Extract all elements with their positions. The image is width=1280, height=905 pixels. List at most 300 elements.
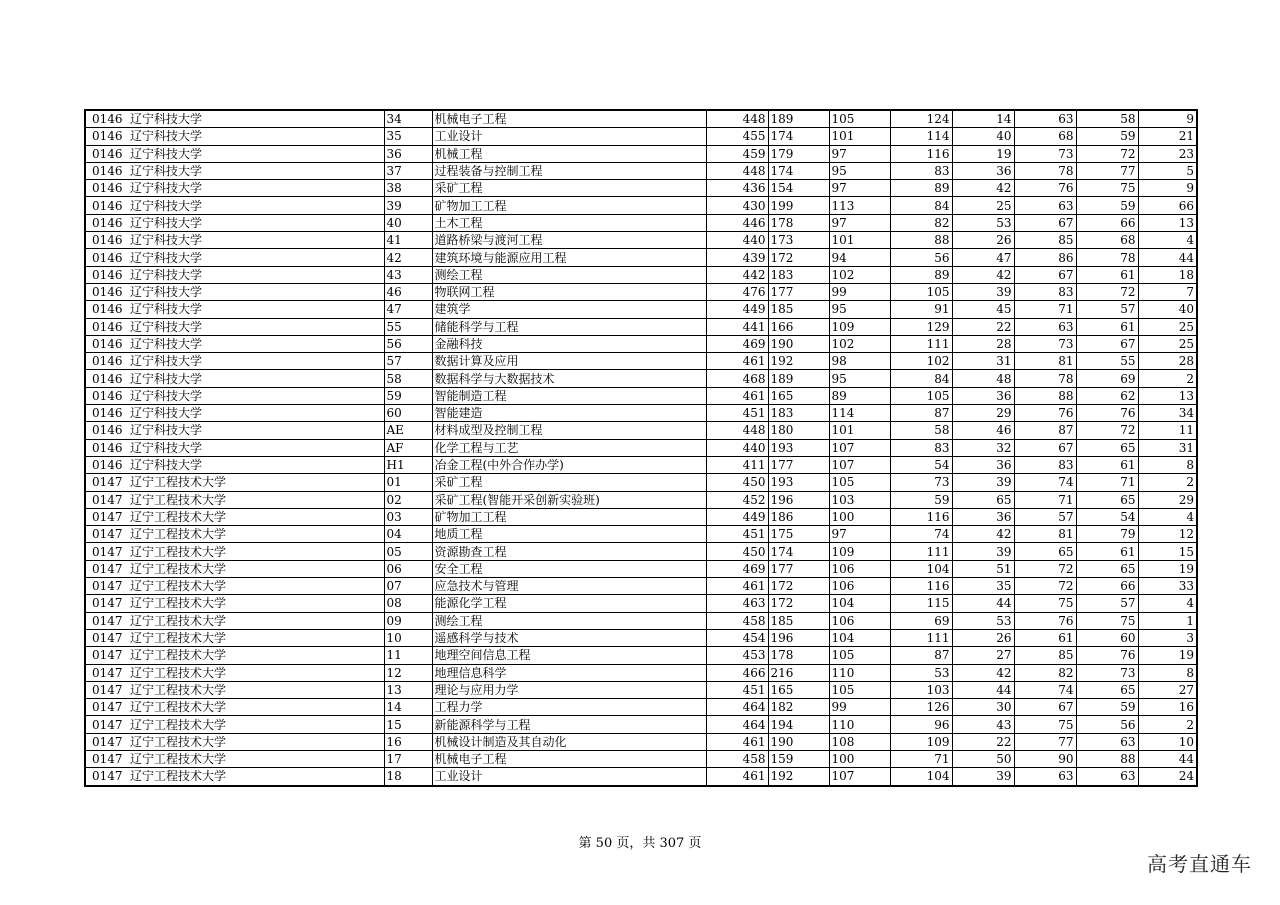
score-f-cell: 61: [1076, 456, 1138, 473]
major-name-cell: 新能源科学与工程: [432, 716, 706, 733]
score-e-cell: 90: [1014, 750, 1076, 767]
school-code-cell: 0146: [85, 456, 128, 473]
score-total-cell: 464: [706, 699, 768, 716]
score-f-cell: 73: [1076, 664, 1138, 681]
table-row: [85, 716, 1197, 733]
score-e-cell: 65: [1014, 543, 1076, 560]
score-d-cell: 39: [952, 768, 1014, 786]
school-name-cell: 辽宁工程技术大学: [128, 560, 384, 577]
score-e-cell: 86: [1014, 249, 1076, 266]
score-a-cell: 192: [768, 353, 829, 370]
school-name-cell: 辽宁工程技术大学: [128, 612, 384, 629]
table-row: [85, 578, 1197, 595]
score-d-cell: 47: [952, 249, 1014, 266]
table-row: [85, 664, 1197, 681]
score-e-cell: 76: [1014, 612, 1076, 629]
school-name-cell: 辽宁科技大学: [128, 232, 384, 249]
score-f-cell: 59: [1076, 128, 1138, 145]
major-name-cell: 应急技术与管理: [432, 578, 706, 595]
score-c-cell: 53: [890, 664, 952, 681]
score-a-cell: 190: [768, 733, 829, 750]
score-a-cell: 177: [768, 283, 829, 300]
score-b-cell: 105: [829, 474, 890, 491]
score-total-cell: 458: [706, 750, 768, 767]
table-row: [85, 266, 1197, 283]
school-name-cell: 辽宁工程技术大学: [128, 578, 384, 595]
score-d-cell: 36: [952, 162, 1014, 179]
score-b-cell: 102: [829, 335, 890, 352]
score-a-cell: 183: [768, 405, 829, 422]
count-cell: 40: [1138, 301, 1197, 318]
score-f-cell: 55: [1076, 353, 1138, 370]
score-a-cell: 186: [768, 508, 829, 525]
score-total-cell: 453: [706, 647, 768, 664]
score-c-cell: 96: [890, 716, 952, 733]
major-code-cell: AF: [384, 439, 432, 456]
score-b-cell: 106: [829, 612, 890, 629]
count-cell: 9: [1138, 180, 1197, 197]
table-row: [85, 491, 1197, 508]
score-total-cell: 452: [706, 491, 768, 508]
score-a-cell: 178: [768, 214, 829, 231]
major-code-cell: 08: [384, 595, 432, 612]
score-total-cell: 436: [706, 180, 768, 197]
score-e-cell: 61: [1014, 629, 1076, 646]
major-name-cell: 过程装备与控制工程: [432, 162, 706, 179]
major-code-cell: 39: [384, 197, 432, 214]
school-code-cell: 0147: [85, 491, 128, 508]
score-total-cell: 461: [706, 387, 768, 404]
school-code-cell: 0147: [85, 768, 128, 786]
school-name-cell: 辽宁工程技术大学: [128, 543, 384, 560]
score-f-cell: 71: [1076, 474, 1138, 491]
count-cell: 44: [1138, 249, 1197, 266]
score-d-cell: 39: [952, 283, 1014, 300]
school-name-cell: 辽宁工程技术大学: [128, 508, 384, 525]
school-name-cell: 辽宁科技大学: [128, 162, 384, 179]
school-name-cell: 辽宁科技大学: [128, 405, 384, 422]
score-d-cell: 28: [952, 335, 1014, 352]
score-total-cell: 440: [706, 232, 768, 249]
score-c-cell: 87: [890, 405, 952, 422]
score-e-cell: 74: [1014, 474, 1076, 491]
school-name-cell: 辽宁科技大学: [128, 387, 384, 404]
count-cell: 4: [1138, 508, 1197, 525]
school-name-cell: 辽宁科技大学: [128, 197, 384, 214]
school-code-cell: 0147: [85, 629, 128, 646]
score-f-cell: 75: [1076, 612, 1138, 629]
school-name-cell: 辽宁工程技术大学: [128, 699, 384, 716]
score-total-cell: 469: [706, 560, 768, 577]
score-b-cell: 107: [829, 456, 890, 473]
score-e-cell: 75: [1014, 595, 1076, 612]
score-e-cell: 63: [1014, 197, 1076, 214]
score-d-cell: 26: [952, 629, 1014, 646]
score-d-cell: 36: [952, 456, 1014, 473]
major-code-cell: 06: [384, 560, 432, 577]
major-code-cell: 40: [384, 214, 432, 231]
score-total-cell: 411: [706, 456, 768, 473]
score-d-cell: 42: [952, 180, 1014, 197]
score-e-cell: 67: [1014, 214, 1076, 231]
score-total-cell: 461: [706, 578, 768, 595]
score-d-cell: 53: [952, 612, 1014, 629]
table-row: [85, 180, 1197, 197]
major-code-cell: 60: [384, 405, 432, 422]
score-c-cell: 69: [890, 612, 952, 629]
score-total-cell: 461: [706, 733, 768, 750]
score-c-cell: 111: [890, 543, 952, 560]
score-c-cell: 82: [890, 214, 952, 231]
score-d-cell: 42: [952, 526, 1014, 543]
score-b-cell: 97: [829, 145, 890, 162]
score-b-cell: 107: [829, 768, 890, 786]
score-e-cell: 71: [1014, 301, 1076, 318]
score-b-cell: 101: [829, 128, 890, 145]
score-e-cell: 76: [1014, 180, 1076, 197]
school-name-cell: 辽宁工程技术大学: [128, 647, 384, 664]
count-cell: 21: [1138, 128, 1197, 145]
score-total-cell: 455: [706, 128, 768, 145]
score-e-cell: 87: [1014, 422, 1076, 439]
major-name-cell: 化学工程与工艺: [432, 439, 706, 456]
score-c-cell: 54: [890, 456, 952, 473]
count-cell: 8: [1138, 456, 1197, 473]
score-e-cell: 81: [1014, 353, 1076, 370]
school-code-cell: 0147: [85, 681, 128, 698]
major-code-cell: 05: [384, 543, 432, 560]
score-d-cell: 26: [952, 232, 1014, 249]
score-d-cell: 19: [952, 145, 1014, 162]
score-a-cell: 192: [768, 768, 829, 786]
major-code-cell: 04: [384, 526, 432, 543]
count-cell: 31: [1138, 439, 1197, 456]
score-e-cell: 63: [1014, 768, 1076, 786]
major-name-cell: 智能制造工程: [432, 387, 706, 404]
score-e-cell: 78: [1014, 370, 1076, 387]
score-a-cell: 165: [768, 681, 829, 698]
score-e-cell: 67: [1014, 699, 1076, 716]
major-code-cell: 56: [384, 335, 432, 352]
table-row: [85, 733, 1197, 750]
school-name-cell: 辽宁科技大学: [128, 335, 384, 352]
school-code-cell: 0147: [85, 612, 128, 629]
school-name-cell: 辽宁科技大学: [128, 145, 384, 162]
count-cell: 2: [1138, 716, 1197, 733]
score-a-cell: 154: [768, 180, 829, 197]
score-d-cell: 44: [952, 595, 1014, 612]
score-total-cell: 464: [706, 716, 768, 733]
count-cell: 18: [1138, 266, 1197, 283]
table-row: [85, 699, 1197, 716]
major-code-cell: 16: [384, 733, 432, 750]
score-total-cell: 469: [706, 335, 768, 352]
major-code-cell: AE: [384, 422, 432, 439]
count-cell: 7: [1138, 283, 1197, 300]
school-name-cell: 辽宁科技大学: [128, 439, 384, 456]
major-name-cell: 测绘工程: [432, 266, 706, 283]
score-f-cell: 59: [1076, 699, 1138, 716]
school-name-cell: 辽宁科技大学: [128, 110, 384, 128]
score-e-cell: 88: [1014, 387, 1076, 404]
score-f-cell: 68: [1076, 232, 1138, 249]
major-name-cell: 机械工程: [432, 145, 706, 162]
score-a-cell: 165: [768, 387, 829, 404]
score-f-cell: 76: [1076, 647, 1138, 664]
major-name-cell: 理论与应用力学: [432, 681, 706, 698]
major-name-cell: 机械设计制造及其自动化: [432, 733, 706, 750]
score-b-cell: 103: [829, 491, 890, 508]
score-total-cell: 441: [706, 318, 768, 335]
score-b-cell: 97: [829, 180, 890, 197]
score-c-cell: 115: [890, 595, 952, 612]
school-code-cell: 0146: [85, 370, 128, 387]
score-f-cell: 63: [1076, 733, 1138, 750]
major-code-cell: 34: [384, 110, 432, 128]
score-total-cell: 461: [706, 353, 768, 370]
score-f-cell: 57: [1076, 301, 1138, 318]
score-b-cell: 95: [829, 301, 890, 318]
score-total-cell: 451: [706, 681, 768, 698]
score-c-cell: 111: [890, 335, 952, 352]
major-code-cell: 09: [384, 612, 432, 629]
score-c-cell: 116: [890, 578, 952, 595]
score-e-cell: 85: [1014, 232, 1076, 249]
score-total-cell: 466: [706, 664, 768, 681]
count-cell: 24: [1138, 768, 1197, 786]
score-e-cell: 73: [1014, 145, 1076, 162]
school-name-cell: 辽宁科技大学: [128, 422, 384, 439]
school-name-cell: 辽宁科技大学: [128, 180, 384, 197]
score-b-cell: 100: [829, 508, 890, 525]
major-name-cell: 地理信息科学: [432, 664, 706, 681]
score-a-cell: 190: [768, 335, 829, 352]
table-row: [85, 353, 1197, 370]
major-code-cell: 55: [384, 318, 432, 335]
score-f-cell: 60: [1076, 629, 1138, 646]
major-name-cell: 地理空间信息工程: [432, 647, 706, 664]
score-b-cell: 104: [829, 595, 890, 612]
score-total-cell: 451: [706, 405, 768, 422]
table-row: [85, 197, 1197, 214]
score-b-cell: 95: [829, 162, 890, 179]
score-total-cell: 451: [706, 526, 768, 543]
score-b-cell: 107: [829, 439, 890, 456]
score-e-cell: 77: [1014, 733, 1076, 750]
major-code-cell: 15: [384, 716, 432, 733]
score-f-cell: 66: [1076, 214, 1138, 231]
count-cell: 4: [1138, 232, 1197, 249]
score-d-cell: 48: [952, 370, 1014, 387]
score-e-cell: 72: [1014, 560, 1076, 577]
count-cell: 44: [1138, 750, 1197, 767]
score-total-cell: 449: [706, 301, 768, 318]
score-b-cell: 100: [829, 750, 890, 767]
major-code-cell: H1: [384, 456, 432, 473]
score-f-cell: 69: [1076, 370, 1138, 387]
major-name-cell: 矿物加工工程: [432, 508, 706, 525]
count-cell: 19: [1138, 560, 1197, 577]
score-total-cell: 440: [706, 439, 768, 456]
table-row: [85, 370, 1197, 387]
score-f-cell: 78: [1076, 249, 1138, 266]
score-d-cell: 31: [952, 353, 1014, 370]
major-code-cell: 57: [384, 353, 432, 370]
major-name-cell: 工业设计: [432, 128, 706, 145]
score-f-cell: 72: [1076, 145, 1138, 162]
score-e-cell: 83: [1014, 283, 1076, 300]
score-d-cell: 35: [952, 578, 1014, 595]
score-e-cell: 72: [1014, 578, 1076, 595]
table-row: [85, 681, 1197, 698]
school-name-cell: 辽宁科技大学: [128, 249, 384, 266]
score-a-cell: 166: [768, 318, 829, 335]
school-code-cell: 0147: [85, 664, 128, 681]
school-code-cell: 0146: [85, 145, 128, 162]
watermark: 高考直通车: [1147, 852, 1252, 876]
school-name-cell: 辽宁科技大学: [128, 370, 384, 387]
school-code-cell: 0147: [85, 595, 128, 612]
table-row: [85, 560, 1197, 577]
major-code-cell: 02: [384, 491, 432, 508]
score-b-cell: 101: [829, 232, 890, 249]
count-cell: 25: [1138, 335, 1197, 352]
score-d-cell: 39: [952, 474, 1014, 491]
table-row: [85, 768, 1197, 786]
score-c-cell: 105: [890, 283, 952, 300]
table-row: [85, 595, 1197, 612]
school-name-cell: 辽宁科技大学: [128, 266, 384, 283]
table-row: [85, 283, 1197, 300]
score-c-cell: 111: [890, 629, 952, 646]
major-name-cell: 土木工程: [432, 214, 706, 231]
score-a-cell: 159: [768, 750, 829, 767]
score-c-cell: 104: [890, 768, 952, 786]
school-code-cell: 0146: [85, 162, 128, 179]
count-cell: 34: [1138, 405, 1197, 422]
score-f-cell: 65: [1076, 439, 1138, 456]
score-b-cell: 109: [829, 543, 890, 560]
score-c-cell: 104: [890, 560, 952, 577]
school-name-cell: 辽宁科技大学: [128, 456, 384, 473]
major-name-cell: 机械电子工程: [432, 110, 706, 128]
score-total-cell: 476: [706, 283, 768, 300]
table-row: [85, 145, 1197, 162]
score-b-cell: 101: [829, 422, 890, 439]
table-row: [85, 301, 1197, 318]
major-code-cell: 14: [384, 699, 432, 716]
score-a-cell: 193: [768, 439, 829, 456]
school-code-cell: 0146: [85, 283, 128, 300]
score-c-cell: 84: [890, 197, 952, 214]
major-name-cell: 智能建造: [432, 405, 706, 422]
score-a-cell: 182: [768, 699, 829, 716]
count-cell: 13: [1138, 387, 1197, 404]
table-row: [85, 232, 1197, 249]
school-code-cell: 0147: [85, 508, 128, 525]
score-e-cell: 85: [1014, 647, 1076, 664]
score-a-cell: 216: [768, 664, 829, 681]
score-f-cell: 57: [1076, 595, 1138, 612]
count-cell: 19: [1138, 647, 1197, 664]
school-code-cell: 0147: [85, 543, 128, 560]
count-cell: 16: [1138, 699, 1197, 716]
school-name-cell: 辽宁科技大学: [128, 283, 384, 300]
major-name-cell: 测绘工程: [432, 612, 706, 629]
score-b-cell: 97: [829, 214, 890, 231]
count-cell: 10: [1138, 733, 1197, 750]
score-c-cell: 102: [890, 353, 952, 370]
score-d-cell: 29: [952, 405, 1014, 422]
score-f-cell: 56: [1076, 716, 1138, 733]
count-cell: 25: [1138, 318, 1197, 335]
score-c-cell: 83: [890, 162, 952, 179]
table-row: [85, 110, 1197, 128]
table-row: [85, 405, 1197, 422]
score-b-cell: 94: [829, 249, 890, 266]
score-d-cell: 40: [952, 128, 1014, 145]
score-a-cell: 185: [768, 301, 829, 318]
score-d-cell: 43: [952, 716, 1014, 733]
school-code-cell: 0147: [85, 750, 128, 767]
score-d-cell: 14: [952, 110, 1014, 128]
major-name-cell: 机械电子工程: [432, 750, 706, 767]
count-cell: 8: [1138, 664, 1197, 681]
count-cell: 29: [1138, 491, 1197, 508]
score-f-cell: 79: [1076, 526, 1138, 543]
score-e-cell: 74: [1014, 681, 1076, 698]
count-cell: 23: [1138, 145, 1197, 162]
score-a-cell: 183: [768, 266, 829, 283]
score-a-cell: 199: [768, 197, 829, 214]
score-a-cell: 189: [768, 110, 829, 128]
major-code-cell: 59: [384, 387, 432, 404]
score-e-cell: 75: [1014, 716, 1076, 733]
score-d-cell: 51: [952, 560, 1014, 577]
score-b-cell: 99: [829, 699, 890, 716]
school-name-cell: 辽宁工程技术大学: [128, 664, 384, 681]
score-d-cell: 27: [952, 647, 1014, 664]
score-b-cell: 106: [829, 560, 890, 577]
major-code-cell: 03: [384, 508, 432, 525]
score-total-cell: 446: [706, 214, 768, 231]
score-f-cell: 77: [1076, 162, 1138, 179]
school-code-cell: 0147: [85, 474, 128, 491]
score-total-cell: 448: [706, 422, 768, 439]
school-code-cell: 0146: [85, 301, 128, 318]
count-cell: 4: [1138, 595, 1197, 612]
page-footer: 第 50 页，共 307 页: [578, 836, 702, 851]
school-code-cell: 0147: [85, 578, 128, 595]
score-d-cell: 30: [952, 699, 1014, 716]
score-a-cell: 179: [768, 145, 829, 162]
score-a-cell: 189: [768, 370, 829, 387]
score-f-cell: 63: [1076, 768, 1138, 786]
score-c-cell: 73: [890, 474, 952, 491]
score-e-cell: 67: [1014, 266, 1076, 283]
major-name-cell: 道路桥梁与渡河工程: [432, 232, 706, 249]
table-row: [85, 214, 1197, 231]
score-d-cell: 65: [952, 491, 1014, 508]
school-code-cell: 0146: [85, 318, 128, 335]
score-c-cell: 71: [890, 750, 952, 767]
school-name-cell: 辽宁科技大学: [128, 318, 384, 335]
major-name-cell: 资源勘查工程: [432, 543, 706, 560]
count-cell: 66: [1138, 197, 1197, 214]
school-code-cell: 0146: [85, 422, 128, 439]
score-e-cell: 67: [1014, 439, 1076, 456]
score-total-cell: 454: [706, 629, 768, 646]
